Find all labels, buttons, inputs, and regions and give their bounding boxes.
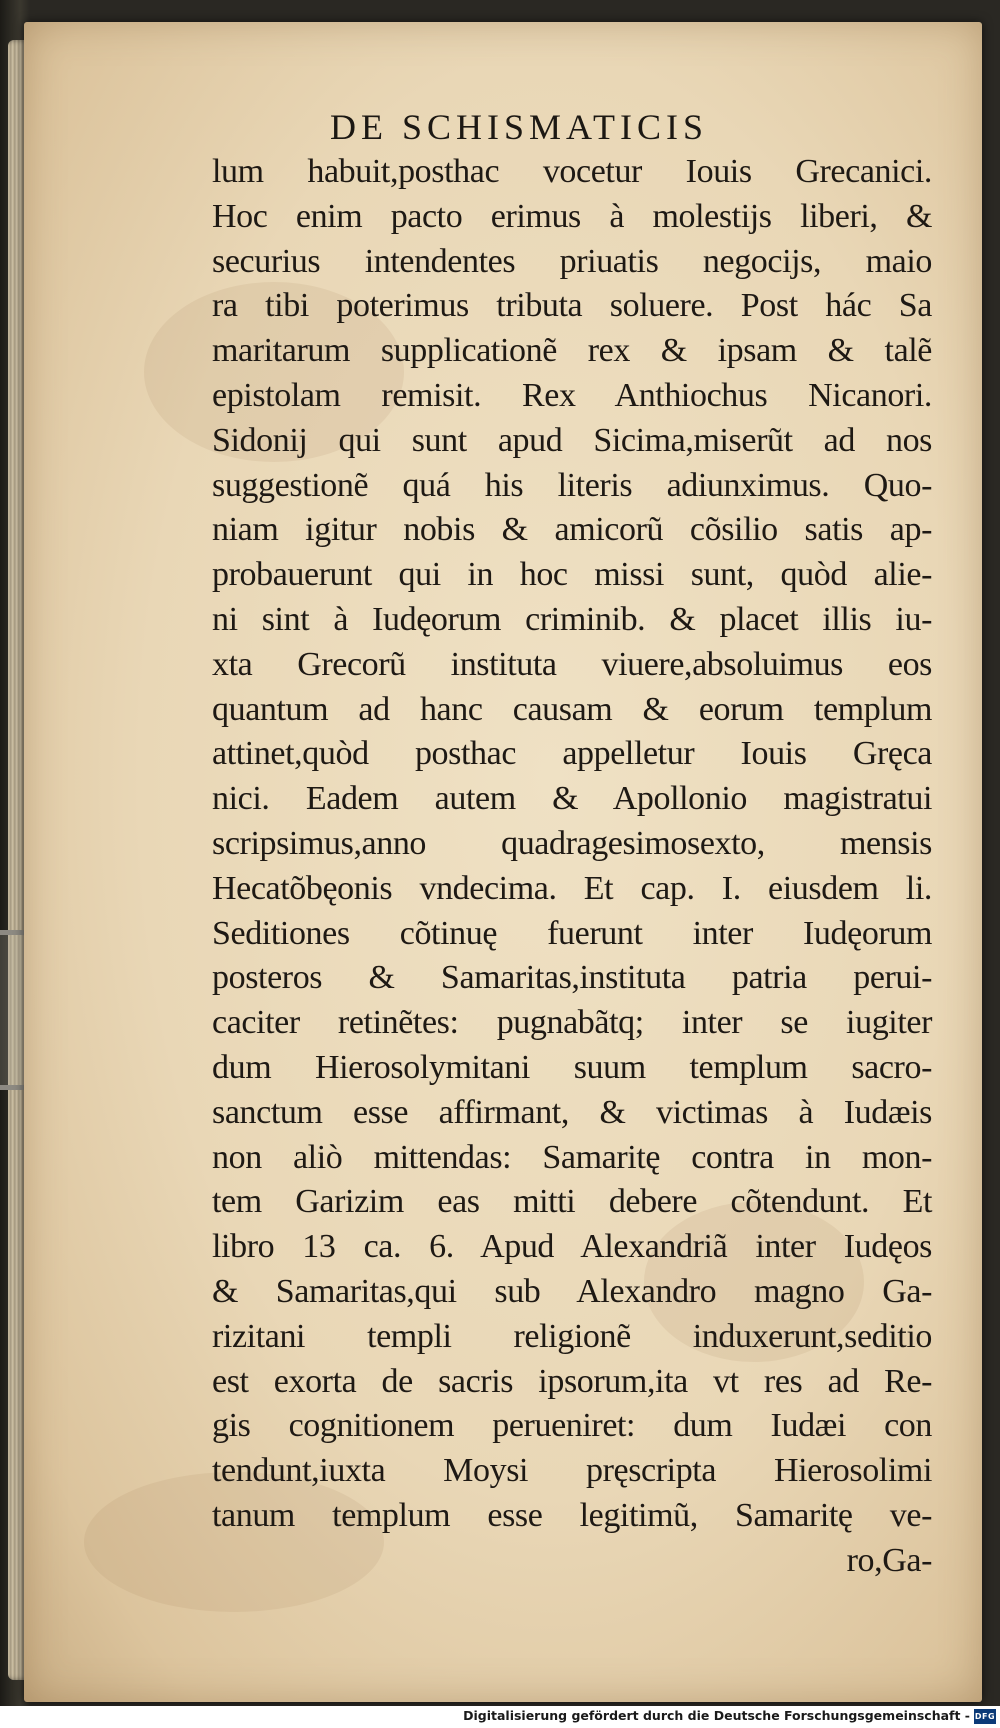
text-line: xta Grecorũ instituta viuere,absoluimus eos <box>212 645 932 683</box>
text-line: est exorta de sacris ipsorum,ita vt res ad Re- <box>212 1362 932 1400</box>
text-line: niam igitur nobis & amicorũ cõsilio satis ap- <box>212 511 932 549</box>
text-line: quantum ad hanc causam & eorum templum <box>212 690 932 728</box>
text-line: maritarum supplicationẽ rex & ipsam & talẽ <box>212 332 932 370</box>
text-line: tendunt,iuxta Moysi pręscripta Hierosolimi <box>212 1452 932 1490</box>
text-line: non aliò mittendas: Samaritę contra in mon- <box>212 1138 932 1176</box>
catchword: ro,Ga- <box>846 1541 932 1579</box>
text-line: ni sint à Iudęorum criminib. & placet illis iu- <box>212 600 932 638</box>
text-line: ra tibi poterimus tributa soluere. Post hác Sa <box>212 287 932 325</box>
text-line: securius intendentes priuatis negocijs, maio <box>212 242 932 280</box>
text-line: Sidonij qui sunt apud Sicima,miserũt ad nos <box>212 421 932 459</box>
text-line: Seditiones cõtinuę fuerunt inter Iudęorum <box>212 914 932 952</box>
text-line: rizitani templi religionẽ induxerunt,seditio <box>212 1317 932 1355</box>
footer-bar <box>0 1706 1000 1728</box>
text-line: dum Hierosolymitani suum templum sacro- <box>212 1048 932 1086</box>
text-line: Hoc enim pacto erimus à molestijs liberi, & <box>212 197 932 235</box>
text-line: tem Garizim eas mitti debere cõtendunt. Et <box>212 1183 932 1221</box>
text-line: nici. Eadem autem & Apollonio magistratui <box>212 780 932 818</box>
text-line: libro 13 ca. 6. Apud Alexandriã inter Iudęos <box>212 1228 932 1266</box>
running-head: DE SCHISMATICIS <box>330 107 709 147</box>
dfg-logo: DFG <box>974 1709 996 1724</box>
text-line: epistolam remisit. Rex Anthiochus Nicanori. <box>212 376 932 414</box>
text-line: & Samaritas,qui sub Alexandro magno Ga- <box>212 1272 932 1310</box>
text-line: sanctum esse affirmant, & victimas à Iudæis <box>212 1093 932 1131</box>
text-line: tanum templum esse legitimũ, Samaritę ve- <box>212 1496 932 1534</box>
text-line: attinet,quòd posthac appelletur Iouis Gręca <box>212 735 932 773</box>
text-line: probauerunt qui in hoc missi sunt, quòd alie- <box>212 556 932 594</box>
text-line: gis cognitionem perueniret: dum Iudæi con <box>212 1407 932 1445</box>
funding-credit: Digitalisierung gefördert durch die Deutsche Forschungsgemeinschaft - <box>463 1708 970 1723</box>
text-line: lum habuit,posthac vocetur Iouis Grecanici. <box>212 153 932 190</box>
text-line: scripsimus,anno quadragesimosexto, mensis <box>212 824 932 862</box>
text-line: posteros & Samaritas,instituta patria perui- <box>212 959 932 997</box>
text-line: suggestionẽ quá his literis adiunximus. Quo- <box>212 466 932 504</box>
body-text <box>212 150 932 1584</box>
text-line: Hecatõbęonis vndecima. Et cap. I. eiusdem li. <box>212 869 932 907</box>
text-line: caciter retinẽtes: pugnabãtq; inter se iugiter <box>212 1004 932 1042</box>
